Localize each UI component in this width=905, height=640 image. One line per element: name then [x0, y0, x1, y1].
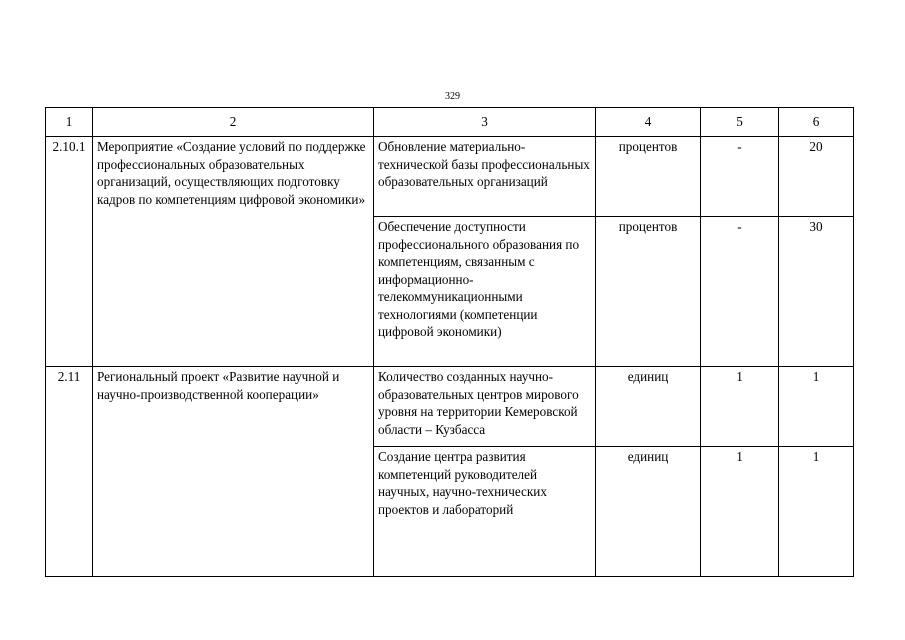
indicator-value-col6: 1 [779, 447, 854, 577]
activity-name: Мероприятие «Создание условий по поддержке профессиональных образовательных организаций, осуществляющих подготовку кадров по компетенциям цифровой экономики» [93, 137, 374, 367]
indicator-value-col6: 30 [779, 217, 854, 367]
indicator-value-col5: - [701, 217, 779, 367]
table-row [46, 137, 854, 217]
indicator-unit: процентов [596, 137, 701, 217]
indicator-value-col5: 1 [701, 367, 779, 447]
column-header: 4 [596, 108, 701, 137]
indicator-unit: единиц [596, 367, 701, 447]
indicator-unit: единиц [596, 447, 701, 577]
indicator-value-col5: 1 [701, 447, 779, 577]
activity-name: Региональный проект «Развитие научной и научно-производственной кооперации» [93, 367, 374, 577]
indicator-value-col6: 1 [779, 367, 854, 447]
column-header: 3 [374, 108, 596, 137]
table-row [46, 367, 854, 447]
indicator-value-col6: 20 [779, 137, 854, 217]
section-number: 2.11 [46, 367, 93, 577]
table-header-row [46, 108, 854, 137]
indicator-name: Обновление материально-технической базы профессиональных образовательных организаций [374, 137, 596, 217]
column-header: 6 [779, 108, 854, 137]
indicator-name: Обеспечение доступности профессионального образования по компетенциям, связанным с информационно-телекоммуникационными технологиями (компетенции цифровой экономики) [374, 217, 596, 367]
plan-table [45, 107, 854, 577]
column-header: 2 [93, 108, 374, 137]
section-number: 2.10.1 [46, 137, 93, 367]
indicator-value-col5: - [701, 137, 779, 217]
page-number: 329 [445, 91, 460, 102]
column-header: 1 [46, 108, 93, 137]
indicator-name: Создание центра развития компетенций руководителей научных, научно-технических проектов и лабораторий [374, 447, 596, 577]
indicator-unit: процентов [596, 217, 701, 367]
column-header: 5 [701, 108, 779, 137]
indicator-name: Количество созданных научно-образовательных центров мирового уровня на территории Кемеровской области – Кузбасса [374, 367, 596, 447]
